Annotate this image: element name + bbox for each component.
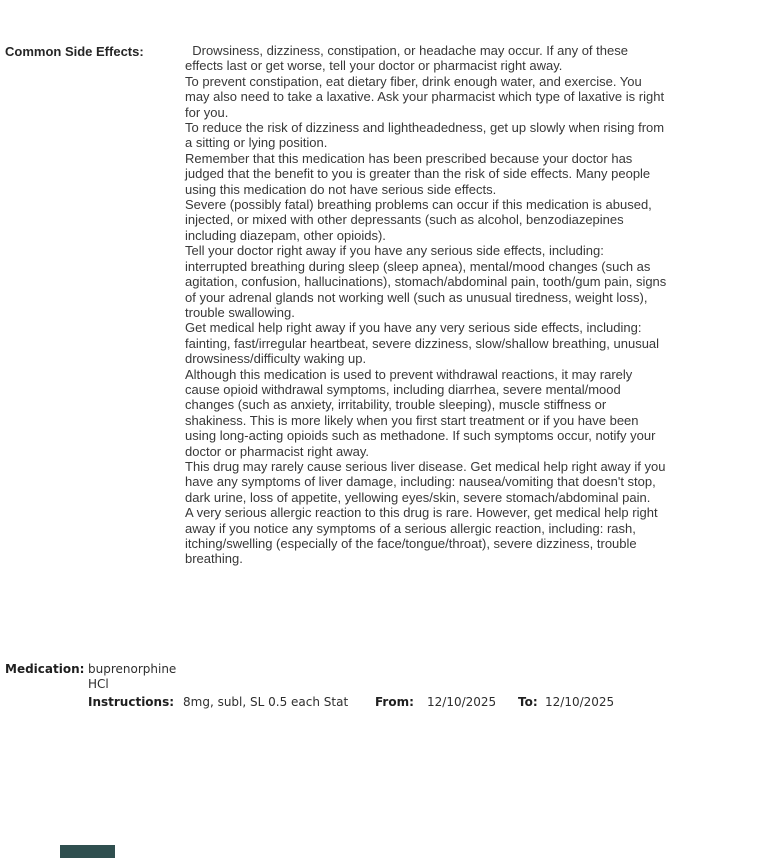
- medication-label: Medication:: [5, 662, 85, 676]
- bottom-accent-bar: [60, 845, 115, 858]
- medication-value: buprenorphine HCl: [88, 662, 177, 691]
- instructions-label: Instructions:: [88, 695, 175, 709]
- side-effects-paragraph: Get medical help right away if you have any very serious side effects, including: fainting, fast/irregular heartbeat, severe dizziness, slow/shallow breathing, unusual drowsiness/difficulty waking up.: [185, 320, 663, 367]
- common-side-effects-label: Common Side Effects:: [5, 44, 144, 59]
- side-effects-paragraph: This drug may rarely cause serious liver disease. Get medical help right away if you have any symptoms of liver damage, including: nausea/vomiting that doesn't stop, dark urine, loss of appetite, yellowing eyes/skin, severe stomach/abdominal pain.: [185, 458, 670, 505]
- side-effects-paragraph: A very serious allergic reaction to this drug is rare. However, get medical help right away if you notice any symptoms of a serious allergic reaction, including: rash, itching/swelling (especially of the face/tongue/throat), severe dizziness, trouble breathing.: [185, 505, 662, 567]
- side-effects-paragraph: Although this medication is used to prevent withdrawal reactions, it may rarely cause opioid withdrawal symptoms, including diarrhea, severe mental/mood changes (such as anxiety, irritability, trouble sleeping), muscle stiffness or shakiness. This is more likely when you first start treatment or if you have been using long-acting opioids such as methadone. If such symptoms occur, notify your doctor or pharmacist right away.: [185, 366, 660, 459]
- common-side-effects-text: [185, 43, 670, 567]
- side-effects-paragraph: Drowsiness, dizziness, constipation, or headache may occur. If any of these effects last or get worse, tell your doctor or pharmacist right away.: [185, 43, 632, 74]
- side-effects-paragraph: Tell your doctor right away if you have any serious side effects, including: interrupted breathing during sleep (sleep apnea), mental/mood changes (such as agitation, confusion, hallucinations), stomach/abdominal pain, tooth/gum pain, signs of your adrenal glands not working well (such as unusual tiredness, weight loss), trouble swallowing.: [185, 243, 670, 320]
- side-effects-paragraph: Remember that this medication has been prescribed because your doctor has judged that the benefit to you is greater than the risk of side effects. Many people using this medication do not have serious side effects.: [185, 150, 654, 197]
- side-effects-paragraph: Severe (possibly fatal) breathing problems can occur if this medication is abused, injected, or mixed with other depressants (such as alcohol, benzodiazepines including diazepam, other opioids).: [185, 197, 656, 243]
- side-effects-paragraph: To reduce the risk of dizziness and lightheadedness, get up slowly when rising from a sitting or lying position.: [185, 120, 668, 151]
- from-label: From:: [375, 695, 414, 709]
- from-date-value: 12/10/2025: [427, 695, 497, 709]
- to-label: To:: [518, 695, 538, 709]
- to-date-value: 12/10/2025: [545, 695, 615, 709]
- side-effects-paragraph: To prevent constipation, eat dietary fiber, drink enough water, and exercise. You may also need to take a laxative. Ask your pharmacist which type of laxative is right for you.: [185, 73, 668, 120]
- instructions-value: 8mg, subl, SL 0.5 each Stat: [183, 695, 349, 709]
